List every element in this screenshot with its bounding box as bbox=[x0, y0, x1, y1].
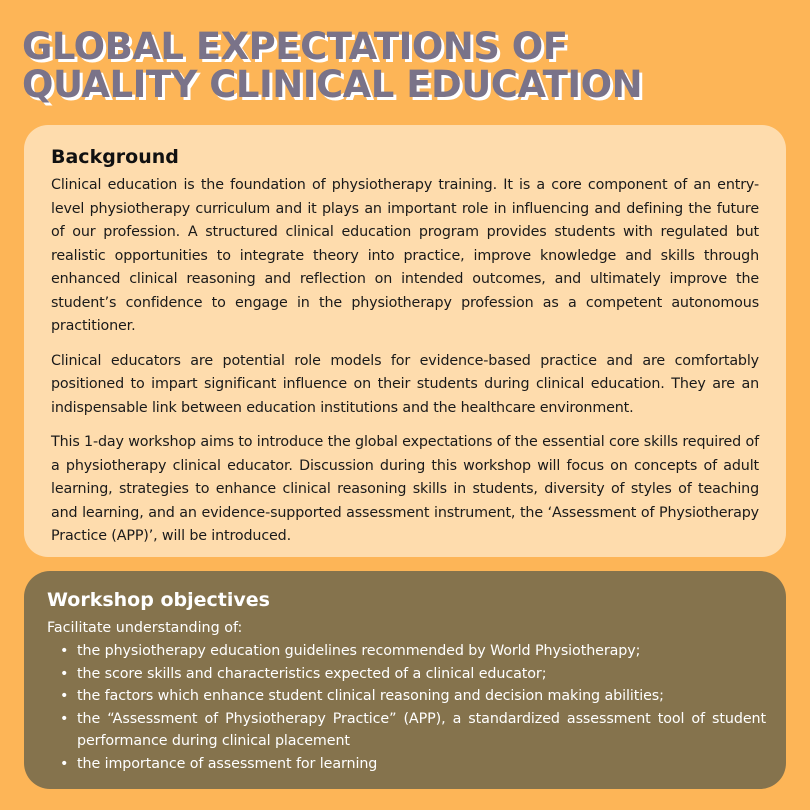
objectives-heading: Workshop objectives bbox=[47, 589, 270, 611]
objective-text: the score skills and characteristics expected of a clinical educator; bbox=[77, 665, 547, 682]
bullet-icon: • bbox=[60, 665, 69, 682]
objective-item bbox=[60, 640, 766, 663]
title-line-2: QUALITY CLINICAL EDUCATION bbox=[22, 63, 643, 106]
page-title bbox=[22, 25, 802, 106]
objective-item bbox=[60, 663, 766, 686]
objective-text: the factors which enhance student clinical reasoning and decision making abilities; bbox=[77, 688, 664, 704]
background-paragraph-2: Clinical educators are potential role models for evidence-based practice and are comfortably positioned to impart significant influence on their students during clinical education. They are an indispensable link between education institutions and the healthcare environment. bbox=[51, 352, 759, 416]
bullet-icon: • bbox=[60, 755, 69, 772]
background-paragraph-3: This 1-day workshop aims to introduce the global expectations of the essential core skills required of a physiotherapy clinical educator. Discussion during this workshop will focus on concepts of adult learning, strategies to enhance clinical reasoning skills in students, diversity of styles of teaching and learning, and an evidence-supported assessment instrument, the ‘Assessment of Physiotherapy Practice (APP)’, will be introduced. bbox=[51, 434, 759, 544]
bullet-icon: • bbox=[60, 643, 69, 659]
objectives-section bbox=[24, 571, 786, 789]
objective-item bbox=[60, 708, 766, 753]
bullet-icon: • bbox=[60, 688, 69, 704]
background-section bbox=[24, 125, 786, 557]
objective-text: the importance of assessment for learning bbox=[77, 755, 378, 772]
background-paragraph-1: Clinical education is the foundation of physiotherapy training. It is a core component of an entry-level physiotherapy curriculum and it plays an important role in influencing and defining the future of our profession. A structured clinical education program provides students with regulated but realistic opportunities to integrate theory into practice, improve knowledge and skills through enhanced clinical reasoning and reflection on intended outcomes, and ultimately improve the student’s confidence to engage in the physiotherapy profession as a competent autonomous practitioner. bbox=[51, 177, 759, 334]
objectives-intro: Facilitate understanding of: bbox=[47, 620, 243, 636]
objective-item bbox=[60, 753, 766, 776]
objective-text: the physiotherapy education guidelines recommended by World Physiotherapy; bbox=[77, 643, 641, 659]
objective-text: the “Assessment of Physiotherapy Practice” (APP), a standardized assessment tool of student performance during clinical placement bbox=[77, 710, 766, 749]
objectives-list bbox=[47, 640, 766, 775]
bullet-icon: • bbox=[60, 710, 69, 727]
objective-item bbox=[60, 685, 766, 708]
background-heading: Background bbox=[51, 146, 179, 168]
title-line-1: GLOBAL EXPECTATIONS OF bbox=[22, 25, 568, 68]
